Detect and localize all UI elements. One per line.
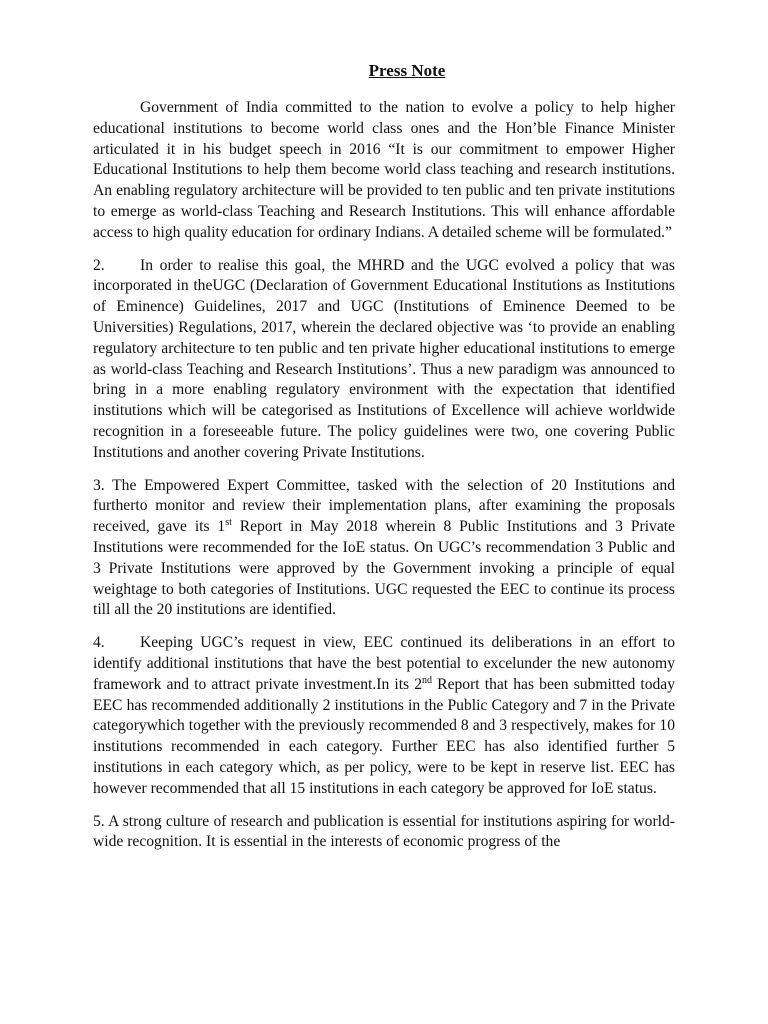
paragraph-4 — [93, 633, 675, 799]
paragraph-2 — [93, 256, 675, 464]
paragraph-4-text-a: Keeping UGC’s request in view, EEC continued its deliberations in an effort to identify additional institutions that have the best potential to excelunder the new autonomy framework and to attract private investment.In its 2 — [93, 634, 675, 693]
paragraph-number: 4. — [93, 634, 105, 652]
page-title: Press Note — [368, 61, 446, 80]
paragraph-number: 2. — [93, 256, 105, 274]
paragraph-3-text-b: Report in May 2018 wherein 8 Public Institutions and 3 Private Institutions were recommended for the IoE status. On UGC’s recommendation 3 Public and 3 Private Institutions were approved by the Government invoking a principle of equal weightage to both categories of Institutions. UGC requested the EEC to continue its process till all the 20 institutions are identified. — [93, 518, 675, 619]
paragraph-3 — [93, 476, 675, 622]
paragraph-5: 5. A strong culture of research and publication is essential for institutions aspiring for world-wide recognition. It is essential in the interests of economic progress of the — [93, 812, 675, 851]
paragraph-3-text-a: 3. The Empowered Expert Committee, tasked with the selection of 20 Institutions and furtherto monitor and review their implementation plans, after examining the proposals received, gave its 1 — [93, 476, 675, 536]
ordinal-superscript: nd — [422, 674, 433, 686]
document-body — [93, 98, 675, 865]
paragraph-4-text-b: Report that has been submitted today EEC has recommended additionally 2 institutions in the Public Category and 7 in the Private categorywhich together with the previously recommended 8 and 3 respectively, makes for 10 institutions recommended in each category. Further EEC has also identified further 5 institutions in each category which, as per policy, were to be kept in reserve list. EEC has however recommended that all 15 institutions in each category be approved for IoE status. — [93, 675, 676, 797]
paragraph-1: Government of India committed to the nation to evolve a policy to help higher educational institutions to become world class ones and the Hon’ble Finance Minister articulated it in his budget speech in 2016 “It is our commitment to empower Higher Educational Institutions to help them become world class teaching and research institutions. An enabling regulatory architecture will be provided to ten public and ten private institutions to emerge as world-class Teaching and Research Institutions. This will enhance affordable access to high quality education for ordinary Indians. A detailed scheme will be formulated.” — [93, 99, 675, 241]
ordinal-superscript: st — [225, 517, 232, 529]
paragraph-2-text: In order to realise this goal, the MHRD and the UGC evolved a policy that was incorporated in theUGC (Declaration of Government Educational Institutions as Institutions of Eminence) Guidelines, 2017 and UGC (Institutions of Eminence Deemed to be Universities) Regulations, 2017, wherein the declared objective was ‘to provide an enabling regulatory architecture to ten public and ten private higher educational institutions to emerge as world-class Teaching and Research Institutions’. Thus a new paradigm was announced to bring in a more enabling regulatory environment with the expectation that identified institutions which will be categorised as Institutions of Excellence will achieve worldwide recognition in a foreseeable future. The policy guidelines were two, one covering Public Institutions and another covering Private Institutions. — [93, 256, 675, 461]
